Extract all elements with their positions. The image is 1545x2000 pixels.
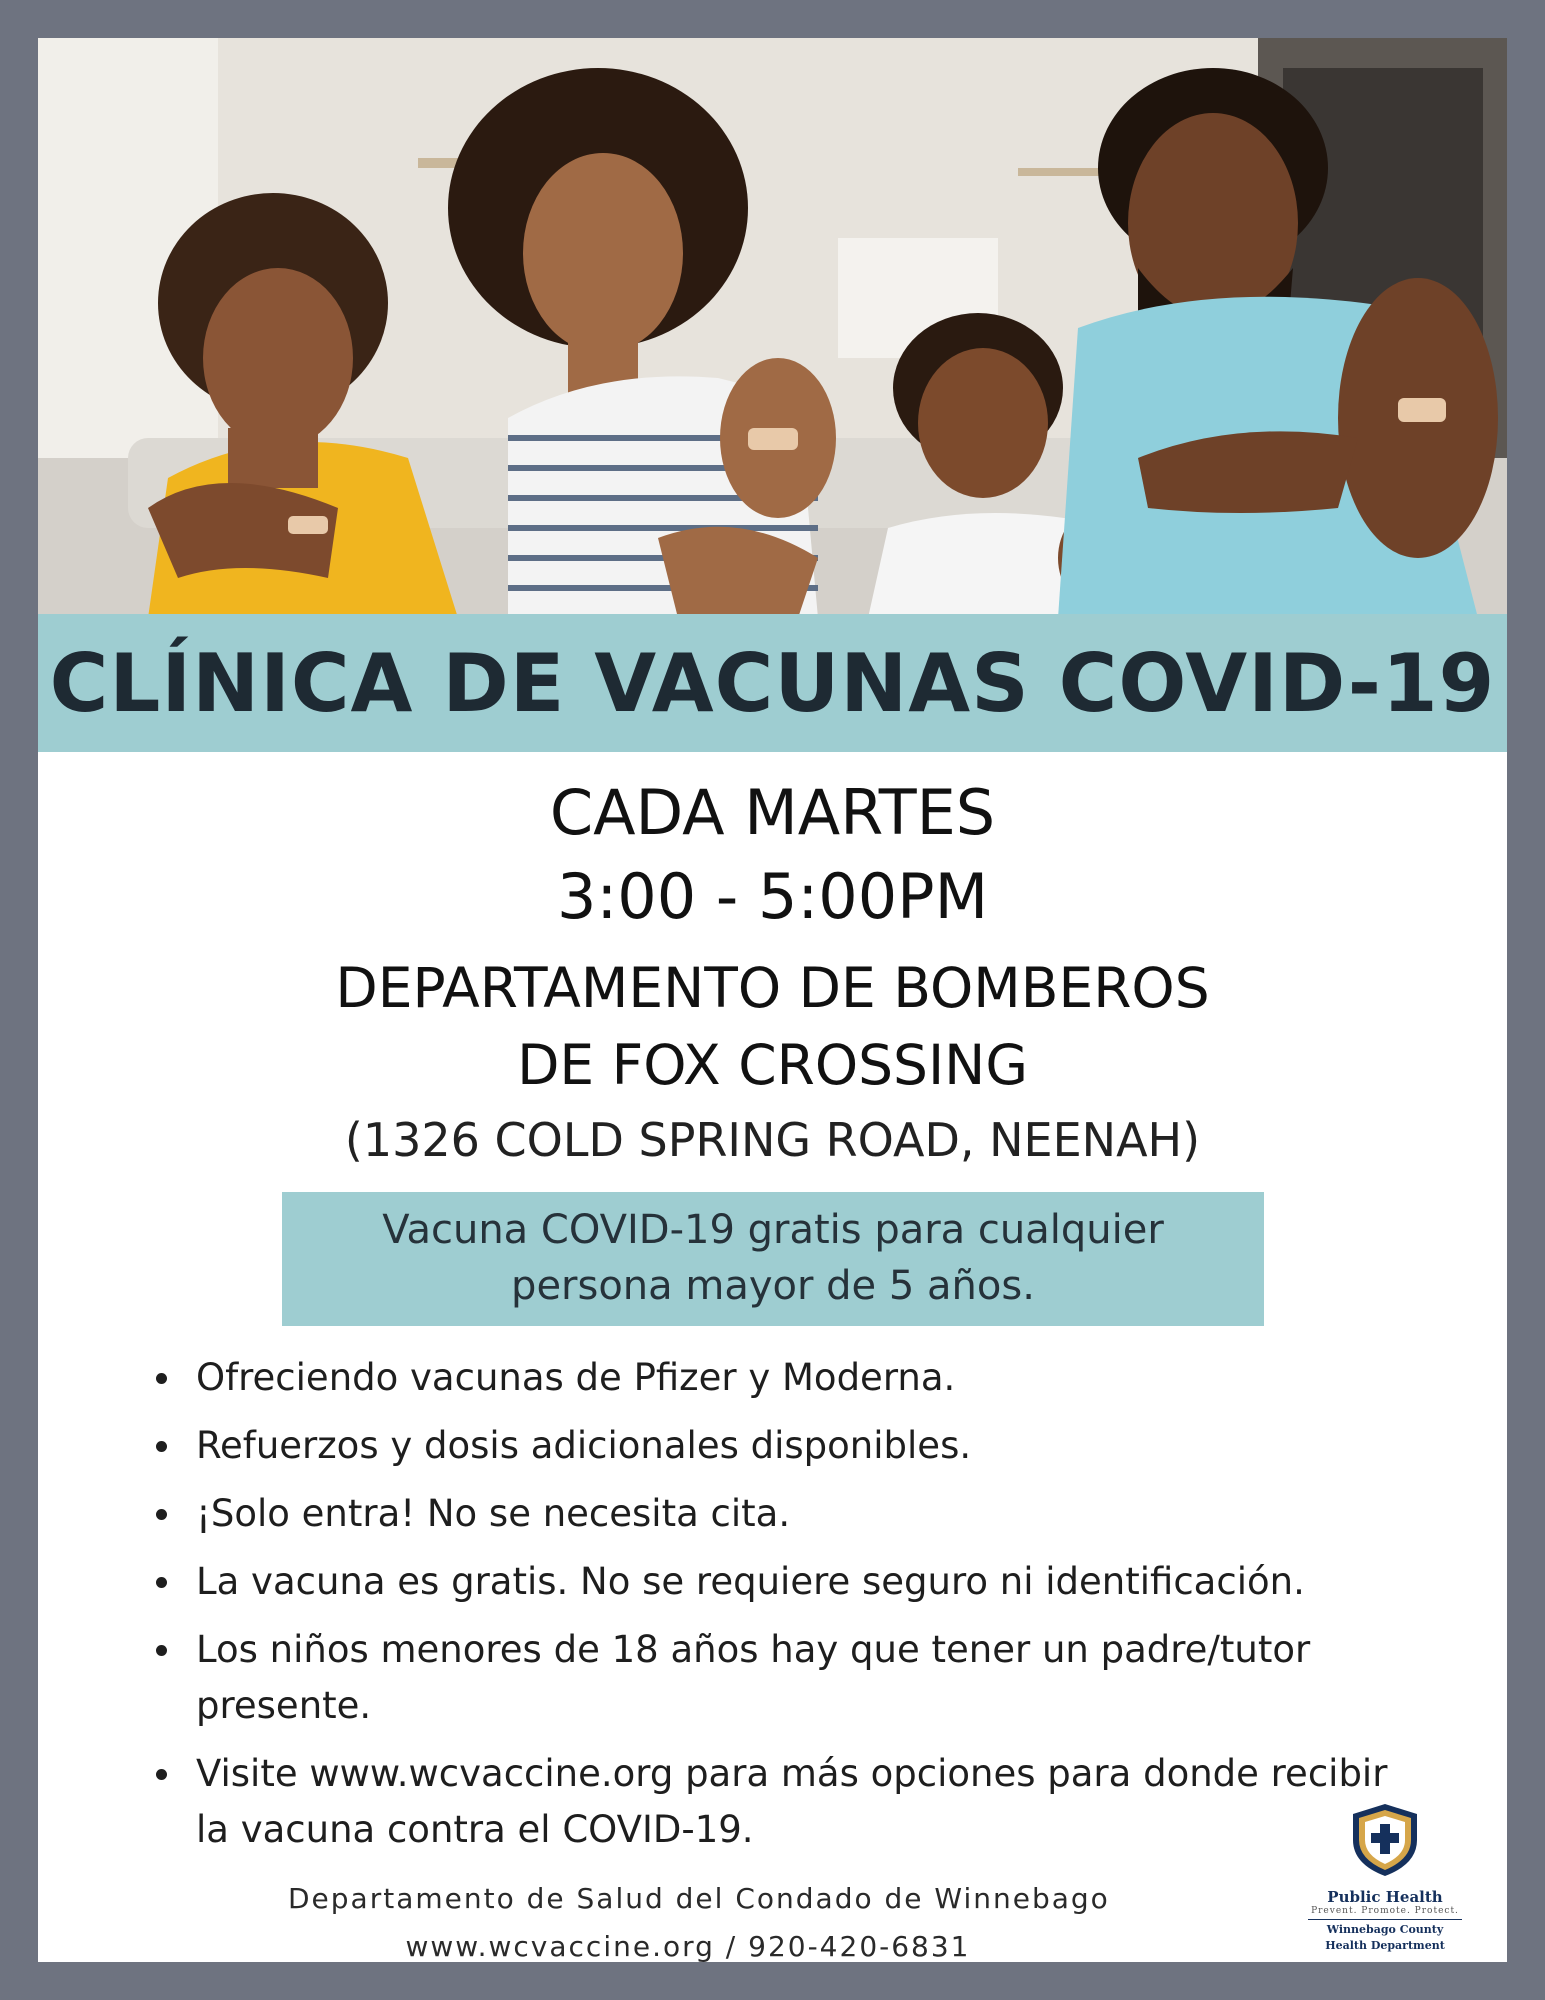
list-item — [148, 1350, 1408, 1406]
bullet-icon — [156, 1373, 167, 1384]
bullet-icon — [156, 1769, 167, 1780]
list-item — [148, 1486, 1408, 1542]
location-address: (1326 COLD SPRING ROAD, NEENAH) — [344, 1113, 1201, 1167]
list-item-text: Ofreciendo vacunas de Pfizer y Moderna. — [196, 1356, 956, 1399]
bullet-icon — [156, 1645, 167, 1656]
list-item-text: La vacuna es gratis. No se requiere seguro ni identificación. — [196, 1560, 1305, 1603]
list-item — [148, 1622, 1408, 1734]
shield-icon — [1345, 1800, 1425, 1880]
footer-contact: www.wcvaccine.org / 920-420-6831 — [405, 1930, 971, 1962]
bullet-icon — [156, 1509, 167, 1520]
location-name-line2: DE FOX CROSSING — [517, 1033, 1028, 1097]
offer-line1: Vacuna COVID-19 gratis para cualquier — [382, 1207, 1164, 1253]
logo-dept-line1: Winnebago County — [1326, 1923, 1444, 1936]
footer-org: Departamento de Salud del Condado de Winnebago — [288, 1882, 1110, 1915]
offer-line2: persona mayor de 5 años. — [511, 1263, 1035, 1309]
info-list — [148, 1350, 1408, 1870]
location-name-line1: DEPARTAMENTO DE BOMBEROS — [335, 956, 1210, 1020]
schedule-time: 3:00 - 5:00PM — [556, 860, 989, 933]
bullet-icon — [156, 1441, 167, 1452]
page-title: CLÍNICA DE VACUNAS COVID-19 — [49, 636, 1496, 730]
list-item — [148, 1554, 1408, 1610]
logo-dept-line2: Health Department — [1325, 1939, 1445, 1952]
flyer — [38, 38, 1507, 1962]
bullet-icon — [156, 1577, 167, 1588]
public-health-logo — [1290, 1800, 1480, 1950]
list-item-text: Refuerzos y dosis adicionales disponibles. — [196, 1424, 972, 1467]
title-banner — [38, 614, 1507, 752]
list-item — [148, 1418, 1408, 1474]
family-illustration — [38, 38, 1507, 618]
logo-tagline: Prevent. Promote. Protect. — [1308, 1906, 1462, 1920]
schedule-day: CADA MARTES — [549, 776, 996, 849]
list-item — [148, 1746, 1408, 1858]
offer-box — [282, 1192, 1264, 1326]
list-item-text: Los niños menores de 18 años hay que tener un padre/tutor presente. — [196, 1628, 1311, 1727]
logo-name: Public Health — [1327, 1888, 1443, 1906]
list-item-text: ¡Solo entra! No se necesita cita. — [196, 1492, 791, 1535]
list-item-text: Visite www.wcvaccine.org para más opciones para donde recibir la vacuna contra el COVID-19. — [196, 1752, 1388, 1851]
family-photo — [38, 38, 1507, 618]
